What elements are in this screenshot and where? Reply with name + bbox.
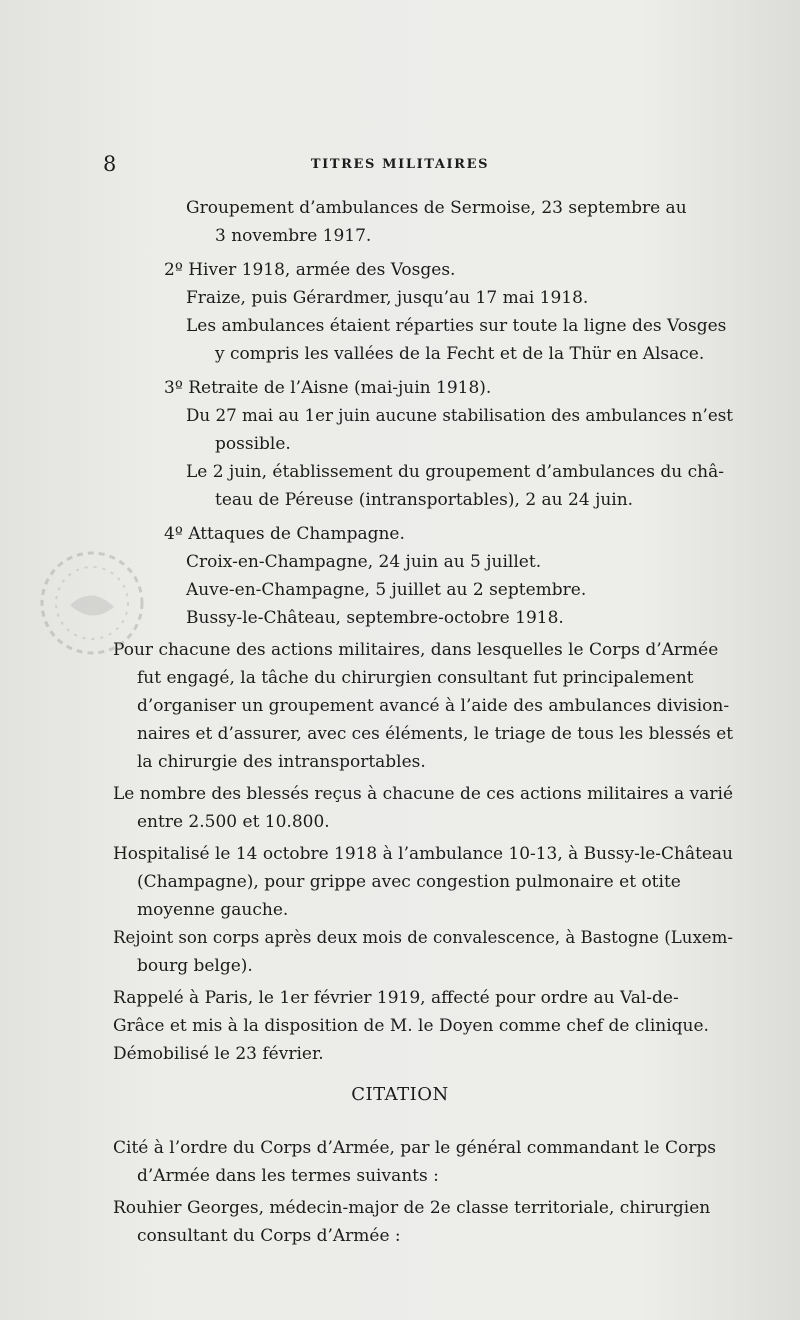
text-line: Hospitalisé le 14 octobre 1918 à l’ambulance 10-13, à Bussy-le-Château [113,844,733,864]
text-line: Le 2 juin, établissement du groupement d’ambulances du châ- [186,462,724,482]
text-line: 4º Attaques de Champagne. [164,524,405,544]
text-line: bourg belge). [137,956,253,976]
citation-heading: CITATION [351,1084,449,1105]
text-line: consultant du Corps d’Armée : [137,1226,401,1246]
text-line: y compris les vallées de la Fecht et de la Thür en Alsace. [215,344,705,364]
page-header [0,152,800,182]
text-line: (Champagne), pour grippe avec congestion pulmonaire et otite [137,872,681,892]
text-line: 3º Retraite de l’Aisne (mai-juin 1918). [164,378,492,398]
text-line: la chirurgie des intransportables. [137,752,426,772]
library-stamp-icon [30,525,155,685]
text-line: Croix-en-Champagne, 24 juin au 5 juillet. [186,552,542,572]
text-line: possible. [215,434,291,454]
text-line: Rappelé à Paris, le 1er février 1919, affecté pour ordre au Val-de- [113,988,679,1008]
text-line: Bussy-le-Château, septembre-octobre 1918. [186,608,564,628]
text-line: d’organiser un groupement avancé à l’aide des ambulances division- [137,696,730,716]
text-line: 2º Hiver 1918, armée des Vosges. [164,260,456,280]
text-line: entre 2.500 et 10.800. [137,812,330,832]
text-line: Du 27 mai au 1er juin aucune stabilisation des ambulances n’est [186,406,733,426]
text-line: Grâce et mis à la disposition de M. le Doyen comme chef de clinique. [113,1016,709,1036]
text-line: Fraize, puis Gérardmer, jusqu’au 17 mai 1918. [186,288,589,308]
text-line: Auve-en-Champagne, 5 juillet au 2 septembre. [186,580,587,600]
text-line: Rouhier Georges, médecin-major de 2e classe territoriale, chirurgien [113,1198,711,1218]
text-line: teau de Péreuse (intransportables), 2 au 24 juin. [215,490,634,510]
running-title: TITRES MILITAIRES [310,157,490,172]
text-line: fut engagé, la tâche du chirurgien consultant fut principalement [137,668,694,688]
text-line: Groupement d’ambulances de Sermoise, 23 septembre au [186,198,687,218]
text-line: Pour chacune des actions militaires, dans lesquelles le Corps d’Armée [113,640,719,660]
text-line: d’Armée dans les termes suivants : [137,1166,439,1186]
text-line: moyenne gauche. [137,900,289,920]
text-line: Cité à l’ordre du Corps d’Armée, par le général commandant le Corps [113,1138,716,1158]
text-line: naires et d’assurer, avec ces éléments, le triage de tous les blessés et [137,724,733,744]
page-number: 8 [103,152,117,176]
text-line: Démobilisé le 23 février. [113,1044,324,1064]
text-line: Le nombre des blessés reçus à chacune de ces actions militaires a varié [113,784,733,804]
text-line: 3 novembre 1917. [215,226,372,246]
text-line: Les ambulances étaient réparties sur toute la ligne des Vosges [186,316,727,336]
text-line: Rejoint son corps après deux mois de convalescence, à Bastogne (Luxem- [113,928,733,948]
